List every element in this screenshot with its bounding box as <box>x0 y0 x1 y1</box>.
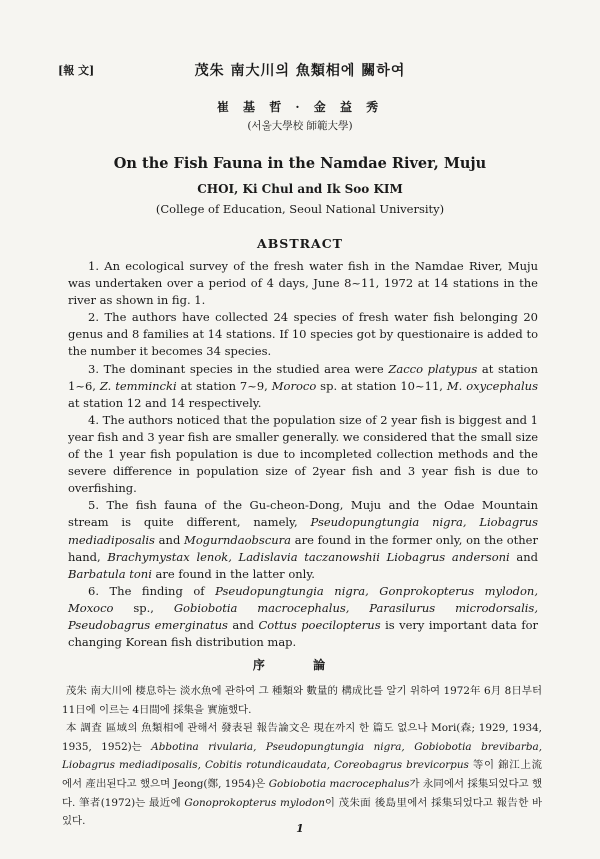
text-run: are found in the latter only. <box>151 566 315 581</box>
english-authors: CHOI, Ki Chul and Ik Soo KIM <box>197 182 403 196</box>
abstract-paragraph-3 <box>68 361 538 412</box>
abstract-paragraph-4: 4. The authors noticed that the population size of 2 year fish is biggest and 1 year fish and 3 year fish are smaller generally. we considered that the small size of the 1 year fish population is due to incompleted collection methods and the severe difference in population size of 2year fish and 3 year fish is due to overfishing. <box>68 412 538 496</box>
introduction-paragraph-2 <box>62 719 542 831</box>
species-name: Barbatula toni <box>68 566 152 581</box>
abstract-body <box>68 258 538 651</box>
species-name: Moroco <box>271 378 317 393</box>
text-run: 5. The fish fauna of the Gu-cheon-Dong, Muju and the Odae Mountain stream is quite different, namely, <box>68 498 538 530</box>
abstract-paragraph-1: 1. An ecological survey of the fresh water fish in the Namdae River, Muju was undertaken over a period of 4 days, June 8~11, 1972 at 14 stations in the river as shown in fig. 1. <box>68 259 538 308</box>
species-name: Abbotina rivularia, Pseudopungtungia nigra, Gobiobotia brevibarba, Liobagrus mediadiposalis, Cobitis rotundicaudata, Coreobagrus brevicorpus <box>62 740 543 772</box>
abstract-paragraph-5 <box>68 497 538 582</box>
text-run: 3. The dominant species in the studied area were <box>88 361 389 376</box>
text-run: sp. at station 10~11, <box>316 378 447 393</box>
text-run: 가 永同에서 採集되었다고 했다. 筆者(1972)는 最近에 <box>62 777 542 809</box>
text-run: at station 12 and 14 respectively. <box>68 395 262 410</box>
text-run: and <box>509 549 538 564</box>
introduction-body <box>62 682 542 831</box>
korean-title: 茂朱 南大川의 魚類相에 關하여 <box>194 63 406 79</box>
text-run: and <box>154 532 185 547</box>
species-name: Cottus poecilopterus <box>258 617 381 632</box>
species-name: Pseudopungtungia nigra, Liobagrus mediadiposalis <box>68 515 538 547</box>
abstract-paragraph-2: 2. The authors have collected 24 species of fresh water fish belonging 20 genus and 8 families at 14 stations. If 10 species got by questionaire is added to the number it becomes 34 species. <box>68 310 538 359</box>
introduction-heading: 序 論 <box>252 658 348 672</box>
korean-authors: 崔 基 哲 · 金 益 秀 <box>216 100 384 114</box>
species-name: Gobiobotia macrocephalus <box>268 777 410 790</box>
text-run: and <box>227 617 259 632</box>
text-run: 이 茂朱面 後島里에서 採集되었다고 報告한 바 있다. <box>62 796 542 828</box>
page-number: 1 <box>296 822 304 835</box>
text-run: sp., <box>113 600 174 615</box>
english-affiliation: (College of Education, Seoul National University) <box>155 202 445 216</box>
introduction-paragraph-1: 茂朱 南大川에 棲息하는 淡水魚에 관하여 그 種類와 數量的 構成比를 알기 위하여 1972年 6月 8日부터 11日에 이르는 4日間에 採集을 實施했다. <box>62 685 542 716</box>
species-name: Z. temmincki <box>99 378 177 393</box>
species-name: Pseudopungtungia nigra, Gonprokopterus mylodon, Moxoco <box>68 583 538 615</box>
text-run: at station 1~6, <box>68 361 538 393</box>
text-run: at station 7~9, <box>176 378 272 393</box>
species-name: Gonoprokopterus mylodon <box>184 796 325 809</box>
species-name: Gobiobotia macrocephalus, Parasilurus microdorsalis, Pseudobagrus emerginatus <box>68 600 538 632</box>
article-type-tag: [報 文] <box>58 64 95 77</box>
species-name: Brachymystax lenok, Ladislavia taczanowshii Liobagrus andersoni <box>107 549 510 564</box>
abstract-heading: ABSTRACT <box>257 236 343 251</box>
species-name: Mogurndaobscura <box>184 532 292 547</box>
species-name: Zacco platypus <box>388 361 478 376</box>
text-run: 等이 錦江上流에서 產出된다고 했으며 Jeong(鄭, 1954)은 <box>62 759 542 790</box>
korean-affiliation: (서울大學校 師範大學) <box>247 120 353 132</box>
abstract-paragraph-6 <box>68 583 538 651</box>
text-run: is very important data for changing Korean fish distribution map. <box>68 617 538 650</box>
species-name: M. oxycephalus <box>446 378 538 393</box>
english-title: On the Fish Fauna in the Namdae River, Muju <box>113 155 487 172</box>
text-run: 本 調査 區域의 魚類相에 관해서 發表된 報告論文은 現在까지 한 篇도 없으나 Mori(森; 1929, 1934, 1935, 1952)는 <box>62 722 542 753</box>
text-run: are found in the former only, on the other hand, <box>68 532 538 564</box>
text-run: 6. The finding of <box>88 583 216 598</box>
